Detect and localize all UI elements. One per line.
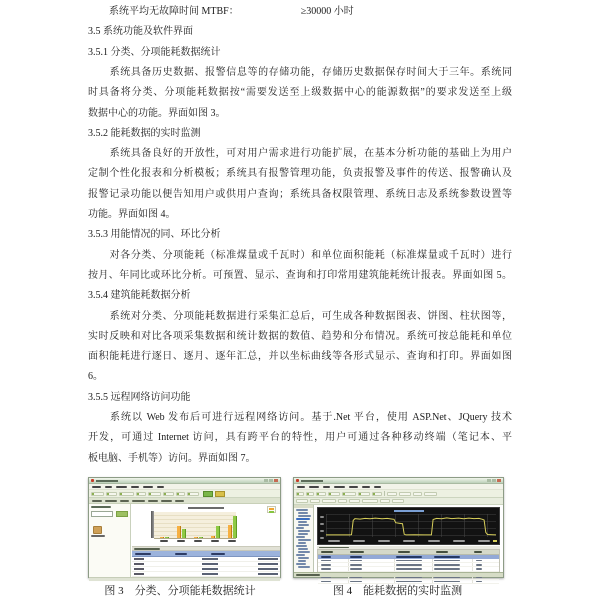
- bar-orange: [211, 536, 215, 538]
- toolbar-button: [322, 499, 336, 503]
- tab-item-blob: [161, 500, 172, 502]
- window-body: [89, 504, 280, 581]
- horizontal-scrollbar: [89, 577, 280, 581]
- row-cell-blob: [321, 560, 331, 562]
- row-value-blob: [202, 558, 218, 560]
- x-tick-label-blob: [353, 540, 365, 542]
- row-cell-blob: [350, 581, 362, 583]
- menu-item-blob: [131, 486, 139, 488]
- column-divider: [472, 563, 473, 566]
- chart-legend: [267, 506, 276, 513]
- x-axis-labels: [154, 540, 236, 543]
- document-line: 系统具备历史数据、报警信息等的存储功能，存储历史数据保存时间大于三年。系统同: [109, 66, 512, 78]
- run-button: [203, 491, 213, 497]
- figure4-screenshot: [293, 477, 504, 578]
- toolbar-separator: [384, 491, 385, 496]
- column-divider: [432, 563, 433, 566]
- tree-item: [298, 551, 310, 553]
- bar-orange: [160, 537, 164, 538]
- row-cell-blob: [321, 564, 331, 566]
- document-line: 数据中心的功能。界面如图 3。: [88, 107, 226, 119]
- minimize-icon: [264, 479, 268, 482]
- row-value-blob: [258, 563, 278, 565]
- column-divider: [432, 567, 433, 570]
- figure3-caption: 图 3 分类、分项能耗数据统计: [104, 585, 256, 597]
- maximize-icon: [492, 479, 496, 482]
- toolbar: [89, 490, 280, 498]
- bar-group: [177, 526, 186, 538]
- document-line: 系统对分类、分项能耗数据进行采集汇总后，可生成各种数据图表、饼图、柱状图等，: [109, 310, 512, 322]
- tree-item: [298, 548, 308, 550]
- row-cell-blob: [476, 581, 482, 583]
- tree-item: [296, 527, 304, 529]
- figure3-screenshot: [88, 477, 281, 578]
- toolbar-button: [296, 492, 304, 496]
- toolbar-button: [119, 492, 134, 496]
- document-line: 报警记录功能以便告知用户或供用户查询；系统具备权限管理、系统日志及系统参数设置等: [88, 188, 512, 200]
- legend-orange-swatch: [269, 508, 274, 510]
- x-tick-label-blob: [228, 540, 236, 542]
- bar-group: [211, 526, 220, 538]
- bar-green: [233, 516, 237, 538]
- axis-wall: [151, 511, 154, 538]
- toolbar-button: [136, 492, 146, 496]
- toolbar-button: [310, 499, 320, 503]
- tree-item: [298, 515, 311, 517]
- toolbar-button: [91, 492, 104, 496]
- y-tick-label-blob: [320, 537, 324, 539]
- y-tick-label-blob: [320, 516, 324, 518]
- window-body: [294, 505, 503, 577]
- document-line: 时具备将分类、分项能耗数据按“需要发送至上级数据中心的能源数据”的要求发送至上级: [88, 87, 512, 99]
- toolbar-row1: [294, 490, 503, 498]
- toolbar-button: [342, 492, 356, 496]
- legend-green-swatch: [269, 511, 274, 513]
- column-divider: [348, 559, 349, 562]
- bar-green: [182, 529, 186, 538]
- document-line: 按月、年同比或环比分析。可预置、显示、查询和打印常用建筑能耗统计报表。界面如图 5。: [88, 269, 512, 281]
- document-line: 功能。界面如图 4。: [88, 209, 176, 220]
- selected-row-cell-blob: [434, 556, 460, 558]
- toolbar-button: [106, 492, 117, 496]
- tree-item-selected: [296, 518, 310, 520]
- bar-green: [216, 526, 220, 538]
- toolbar-button: [306, 492, 314, 496]
- column-header-blob: [436, 551, 448, 553]
- cursor-value-mark: [493, 540, 497, 542]
- tree-item: [298, 557, 309, 559]
- menu-item-blob: [143, 486, 153, 488]
- selected-row-cell-blob: [321, 556, 331, 558]
- row-cell-blob: [476, 560, 482, 562]
- toolbar-button: [296, 499, 308, 503]
- document-line: 3.5.1 分类、分项能耗数据统计: [88, 46, 221, 58]
- window-controls: [264, 479, 278, 482]
- row-cell-blob: [434, 560, 460, 562]
- document-line: 3.5.3 用能情况的同、环比分析: [88, 229, 221, 241]
- column-divider: [432, 580, 433, 583]
- x-tick-label-blob: [194, 540, 202, 542]
- menu-item-blob: [349, 486, 358, 488]
- column-header-blob: [474, 551, 482, 553]
- row-label-blob: [134, 563, 144, 565]
- toolbar-button: [413, 492, 422, 496]
- document-line: 面积能耗进行逐日、逐月、逐年汇总，并以坐标曲线等各形式显示、查询和打印。界面如图: [88, 351, 512, 363]
- row-cell-blob: [321, 581, 331, 583]
- x-tick-label-blob: [478, 540, 490, 542]
- trend-plot: [326, 514, 496, 537]
- chart-title-blob: [188, 507, 224, 509]
- table-rows: [132, 557, 280, 577]
- tree-item: [298, 560, 306, 562]
- column-divider: [472, 580, 473, 583]
- data-table: [132, 550, 280, 578]
- toolbar-button: [392, 499, 404, 503]
- toolbar-button: [163, 492, 174, 496]
- row-cell-blob: [350, 568, 362, 570]
- chart-and-table-area: [132, 504, 280, 581]
- document-line: 系统具备良好的开放性，可对用户需求进行功能扩展，在基本分析功能的基础上为用户: [109, 148, 512, 160]
- bar-orange: [228, 525, 232, 538]
- column-divider: [348, 580, 349, 583]
- row-value-blob: [258, 568, 278, 570]
- toolbar-button: [372, 492, 382, 496]
- trend-line-svg: [326, 514, 496, 537]
- row-cell-blob: [396, 568, 422, 570]
- document-line: 3.5 系统功能及软件界面: [88, 26, 193, 38]
- menu-item-blob: [309, 486, 319, 488]
- row-value-blob: [258, 573, 278, 575]
- tree-item: [298, 530, 310, 532]
- toolbar-button: [387, 492, 397, 496]
- document-line: 板电脑、手机等）访问。界面如图 7。: [88, 452, 256, 464]
- row-cell-blob: [434, 568, 460, 570]
- toolbar-button: [399, 492, 411, 496]
- toolbar-button: [148, 492, 161, 496]
- document-line: 3.5.2 能耗数据的实时监测: [88, 127, 201, 139]
- tree-item: [298, 512, 308, 514]
- column-divider: [472, 559, 473, 562]
- tab-item-blob: [105, 500, 117, 502]
- document-line: 开发，可通过 Internet 访问，具有跨平台的特性，用户可通过各种移动终端（笔记本、平: [88, 432, 512, 444]
- bar-group: [228, 516, 237, 538]
- toolbar-button: [358, 492, 370, 496]
- toolbar-button: [424, 492, 437, 496]
- y-tick-label-blob: [320, 530, 324, 532]
- toolbar-button: [187, 492, 199, 496]
- tree-item: [298, 521, 307, 523]
- tree-item: [298, 539, 311, 541]
- row-label-blob: [134, 573, 144, 575]
- app-icon: [296, 479, 299, 482]
- tree-item: [296, 509, 308, 511]
- x-tick-label-blob: [453, 540, 465, 542]
- bar-orange: [194, 537, 198, 538]
- column-header-blob: [211, 553, 225, 555]
- status-text-blob: [296, 574, 320, 576]
- row-cell-blob: [396, 564, 422, 566]
- tree-item: [298, 524, 309, 526]
- document-line: 系统平均无故障时间 MTBF： ≥30000 小时: [109, 6, 354, 17]
- toolbar-button: [328, 492, 340, 496]
- toolbar-row2: [294, 498, 503, 505]
- column-divider: [394, 567, 395, 570]
- row-cell-blob: [434, 581, 460, 583]
- x-tick-label-blob: [403, 540, 415, 542]
- document-line: 实时反映和对比各项采集数据和统计数据的数值、趋势和分布情况。系统可按总能耗和单位: [88, 330, 512, 342]
- row-cell-blob: [396, 581, 422, 583]
- close-icon: [274, 479, 278, 482]
- x-tick-label-blob: [328, 540, 340, 542]
- minimize-icon: [487, 479, 491, 482]
- column-divider: [472, 567, 473, 570]
- menu-item-blob: [374, 486, 381, 488]
- document-line: 系统以 Web 发布后可进行远程网络访问。基于.Net 平台，使用 ASP.Net、JQuery 技术: [109, 412, 512, 423]
- bar-chart: [154, 512, 236, 539]
- bar-group: [194, 537, 203, 538]
- bar-green: [165, 537, 169, 538]
- trend-chart: [317, 507, 500, 545]
- column-divider: [348, 567, 349, 570]
- tree-item: [298, 542, 306, 544]
- status-bar: [294, 572, 503, 577]
- document-line: 定制个性化报表和分析模板；系统具有报警管理功能，负责报警及事件的传送、报警确认及: [88, 168, 512, 180]
- tab-item-blob: [175, 500, 184, 502]
- panel-label-blob: [91, 506, 111, 508]
- document-line: 6。: [88, 371, 103, 383]
- x-tick-label-blob: [160, 540, 168, 542]
- column-header-blob: [398, 551, 410, 553]
- y-tick-label-blob: [320, 523, 324, 525]
- app-icon: [91, 479, 94, 482]
- row-value-blob: [202, 573, 218, 575]
- column-header-blob: [350, 551, 364, 553]
- icon-label-blob: [91, 535, 105, 537]
- close-icon: [497, 479, 501, 482]
- column-divider: [394, 563, 395, 566]
- menu-item-blob: [323, 486, 330, 488]
- menu-item-blob: [105, 486, 112, 488]
- row-value-blob: [258, 558, 278, 560]
- tab-item-blob: [92, 500, 102, 502]
- bar-green: [199, 537, 203, 538]
- x-tick-label-blob: [378, 540, 390, 542]
- selected-row-cell-blob: [396, 556, 422, 558]
- bar-orange: [177, 526, 181, 538]
- tree-item: [298, 533, 308, 535]
- document-line: 3.5.5 远程网络访问功能: [88, 391, 191, 403]
- search-input: [91, 511, 113, 517]
- maximize-icon: [269, 479, 273, 482]
- row-value-blob: [202, 563, 218, 565]
- toolbar-button: [176, 492, 185, 496]
- monitor-area: [315, 505, 503, 577]
- tree-item: [296, 545, 307, 547]
- toolbar-button: [349, 499, 360, 503]
- tree-header: [294, 505, 313, 508]
- tree-item: [296, 554, 305, 556]
- menu-item-blob: [116, 486, 127, 488]
- toolbar-button: [362, 499, 378, 503]
- column-header-blob: [135, 553, 151, 555]
- menu-item-blob: [362, 486, 370, 488]
- column-divider: [348, 563, 349, 566]
- tree-item: [298, 566, 310, 568]
- chart-title-blob: [394, 510, 424, 512]
- menu-item-blob: [92, 486, 101, 488]
- toolbar-button: [338, 499, 347, 503]
- column-header-blob: [321, 551, 333, 553]
- menu-item-blob: [334, 486, 345, 488]
- menu-item-blob: [297, 486, 305, 488]
- tab-item-blob: [120, 500, 129, 502]
- window-title-blob: [96, 480, 118, 482]
- toolbar-button: [380, 499, 390, 503]
- left-query-panel: [89, 504, 131, 581]
- row-cell-blob: [476, 564, 482, 566]
- row-cell-blob: [350, 560, 362, 562]
- row-label-blob: [134, 558, 144, 560]
- row-cell-blob: [396, 560, 422, 562]
- device-tree-panel: [294, 505, 314, 577]
- figure4-caption: 图 4 能耗数据的实时监测: [332, 585, 463, 597]
- bar-group: [160, 537, 169, 538]
- column-divider: [432, 559, 433, 562]
- tab-item-blob: [132, 500, 145, 502]
- row-label-blob: [134, 568, 144, 570]
- stop-button: [215, 491, 225, 497]
- x-tick-label-blob: [211, 540, 219, 542]
- column-header-blob: [175, 553, 187, 555]
- row-cell-blob: [321, 568, 331, 570]
- folder-icon: [93, 526, 102, 534]
- window-controls: [487, 479, 501, 482]
- tab-item-blob: [148, 500, 158, 502]
- toolbar-button: [316, 492, 326, 496]
- window-title-blob: [301, 480, 323, 482]
- row-value-blob: [202, 568, 218, 570]
- selected-row-cell-blob: [350, 556, 362, 558]
- document-line: 3.5.4 建筑能耗数据分析: [88, 290, 191, 302]
- menu-item-blob: [157, 486, 164, 488]
- x-tick-label-blob: [428, 540, 440, 542]
- query-button: [116, 511, 128, 517]
- column-divider: [394, 580, 395, 583]
- tree-item: [296, 563, 306, 565]
- row-cell-blob: [476, 568, 482, 570]
- document-line: 对各分类、分项能耗（标准煤量或千瓦时）和单位面积能耗（标准煤量或千瓦时）进行: [109, 249, 512, 261]
- row-cell-blob: [350, 564, 362, 566]
- x-tick-label-blob: [177, 540, 185, 542]
- column-divider: [394, 559, 395, 562]
- row-cell-blob: [434, 564, 460, 566]
- tree-item: [296, 536, 305, 538]
